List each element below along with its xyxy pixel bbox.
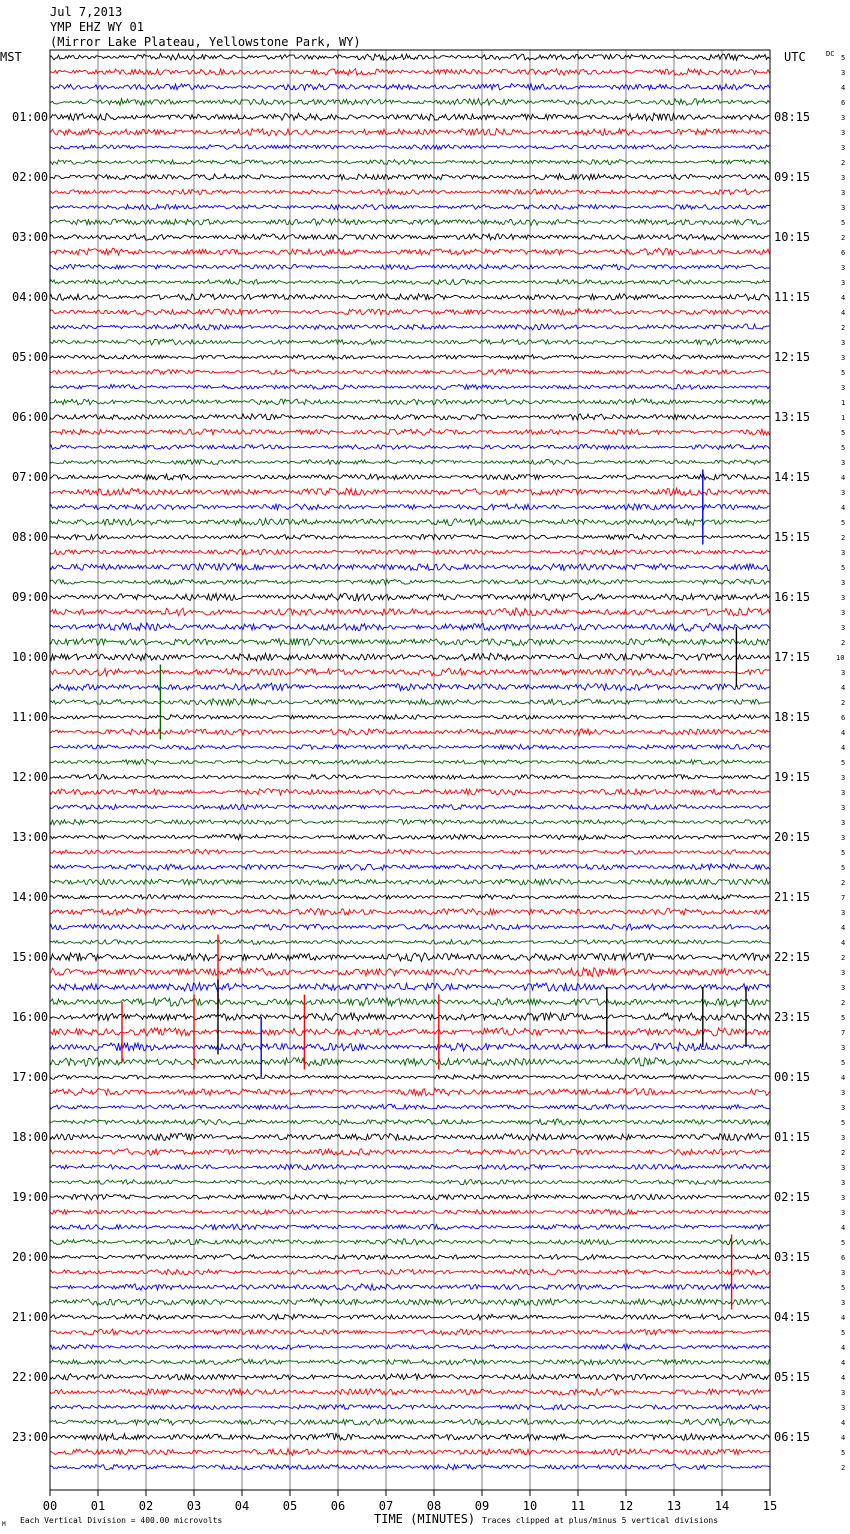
trace-row [50, 729, 770, 736]
left-hour-labels [12, 110, 48, 1444]
dc-offset-value: 4 [841, 1359, 846, 1367]
trace-row [50, 1133, 770, 1141]
trace-row [50, 1464, 770, 1470]
dc-offset-value: 3 [841, 579, 846, 587]
trace-row [50, 549, 770, 555]
dc-offset-value: 5 [841, 54, 846, 62]
right-hour-label: 21:15 [774, 890, 811, 904]
right-hour-label: 03:15 [774, 1250, 811, 1264]
left-hour-label: 06:00 [12, 410, 49, 424]
trace-row [50, 145, 770, 150]
trace-row [50, 1314, 770, 1320]
dc-offset-value: 1 [841, 414, 846, 422]
left-hour-label: 03:00 [12, 230, 49, 244]
dc-offset-value: 10 [836, 654, 845, 662]
trace-row [50, 623, 770, 631]
right-hour-label: 15:15 [774, 530, 811, 544]
trace-row [50, 1374, 770, 1380]
right-hour-label: 04:15 [774, 1310, 811, 1324]
right-hour-label: 11:15 [774, 290, 811, 304]
trace-row [50, 113, 770, 121]
trace-row [50, 99, 770, 106]
dc-offset-value: 2 [841, 954, 846, 962]
trace-row [50, 1449, 770, 1456]
dc-offset-value: 3 [841, 459, 846, 467]
trace-row [50, 1239, 770, 1245]
trace-row [50, 309, 770, 315]
trace-row [50, 129, 770, 136]
dc-offset-value: 3 [841, 1269, 846, 1277]
left-hour-label: 20:00 [12, 1250, 49, 1264]
trace-row [50, 1088, 770, 1095]
left-hour-label: 15:00 [12, 950, 49, 964]
dc-offset-value: 3 [841, 1179, 846, 1187]
trace-row [50, 369, 770, 374]
dc-offset-value: 3 [841, 1209, 846, 1217]
left-hour-label: 23:00 [12, 1430, 49, 1444]
dc-offset-value: 4 [841, 84, 846, 92]
x-tick-label: 05 [282, 1499, 298, 1513]
trace-row [50, 1194, 770, 1200]
trace-row [50, 879, 770, 885]
trace-row [50, 864, 770, 870]
left-hour-label: 05:00 [12, 350, 49, 364]
dc-offset-value: 7 [841, 894, 846, 902]
dc-offset-value: 5 [841, 1329, 846, 1337]
x-tick-label: 04 [234, 1499, 250, 1513]
dc-offset-value: 3 [841, 1389, 846, 1397]
dc-offset-value: 6 [841, 249, 846, 257]
trace-row [50, 1119, 770, 1125]
trace-row [50, 1405, 770, 1410]
x-tick-label: 12 [618, 1499, 634, 1513]
trace-row [50, 953, 770, 962]
clip-note: Traces clipped at plus/minus 5 vertical divisions [482, 1516, 719, 1525]
trace-row [50, 968, 770, 977]
dc-offset-value: 2 [841, 999, 846, 1007]
left-hour-label: 07:00 [12, 470, 49, 484]
right-hour-label: 12:15 [774, 350, 811, 364]
right-hour-label: 02:15 [774, 1190, 811, 1204]
trace-row [50, 1434, 770, 1441]
right-hour-labels [774, 110, 810, 1444]
dc-offset-value: 3 [841, 909, 846, 917]
trace-row [50, 264, 770, 270]
dc-offset-value: 3 [841, 189, 846, 197]
trace-row [50, 715, 770, 720]
dc-offset-value: 3 [841, 669, 846, 677]
dc-offset-value: 3 [841, 834, 846, 842]
dc-offset-value: 2 [841, 324, 846, 332]
dc-offset-value: 3 [841, 804, 846, 812]
left-hour-label: 08:00 [12, 530, 49, 544]
dc-offset-value: 3 [841, 354, 846, 362]
trace-row [50, 699, 770, 706]
trace-row [50, 849, 770, 854]
dc-offset-value: 2 [841, 534, 846, 542]
trace-row [50, 924, 770, 930]
dc-offset-value: 5 [841, 1284, 846, 1292]
dc-offset-value: 4 [841, 309, 846, 317]
dc-offset-value: 4 [841, 1374, 846, 1382]
right-hour-label: 09:15 [774, 170, 811, 184]
trace-row [50, 775, 770, 780]
dc-offset-value: 4 [841, 744, 846, 752]
left-hour-label: 19:00 [12, 1190, 49, 1204]
x-tick-label: 02 [138, 1499, 154, 1513]
dc-offset-value: 3 [841, 609, 846, 617]
right-hour-label: 13:15 [774, 410, 811, 424]
dc-offset-value: 3 [841, 204, 846, 212]
dc-offset-value: 5 [841, 519, 846, 527]
dc-offset-value: 4 [841, 1434, 846, 1442]
dc-offset-value: 5 [841, 759, 846, 767]
right-hour-label: 16:15 [774, 590, 811, 604]
dc-offset-value: 3 [841, 174, 846, 182]
right-hour-label: 20:15 [774, 830, 811, 844]
dc-offset-value: 3 [841, 1044, 846, 1052]
dc-offset-value: 3 [841, 1404, 846, 1412]
dc-offset-value: 7 [841, 1029, 846, 1037]
dc-label: DC [826, 50, 835, 58]
trace-row [50, 1058, 770, 1067]
trace-row [50, 160, 770, 165]
dc-offset-value: 5 [841, 864, 846, 872]
right-hour-label: 01:15 [774, 1130, 811, 1144]
dc-offset-value: 6 [841, 714, 846, 722]
right-hour-label: 23:15 [774, 1010, 811, 1024]
dc-offset-value: 3 [841, 549, 846, 557]
dc-offset-value: 4 [841, 474, 846, 482]
dc-offset-value: 5 [841, 564, 846, 572]
trace-row [50, 983, 770, 991]
trace-row [50, 294, 770, 301]
left-hour-label: 09:00 [12, 590, 49, 604]
trace-row [50, 895, 770, 900]
trace-row [50, 745, 770, 750]
left-hour-label: 14:00 [12, 890, 49, 904]
dc-offset-value: 3 [841, 774, 846, 782]
scale-note: Each Vertical Division = 400.00 microvolts [20, 1516, 223, 1525]
dc-offset-value: 3 [841, 984, 846, 992]
dc-offset-value: 4 [841, 1224, 846, 1232]
dc-offset-value: 3 [841, 1299, 846, 1307]
left-hour-label: 02:00 [12, 170, 49, 184]
trace-row [50, 355, 770, 360]
trace-row [50, 834, 770, 839]
dc-offset-value: 3 [841, 624, 846, 632]
dc-offset-value: 3 [841, 69, 846, 77]
right-hour-label: 10:15 [774, 230, 811, 244]
trace-row [50, 1149, 770, 1156]
corner-mark: M [2, 1521, 6, 1528]
dc-offset-value: 2 [841, 879, 846, 887]
left-hour-label: 21:00 [12, 1310, 49, 1324]
right-hour-label: 14:15 [774, 470, 811, 484]
dc-offset-value: 3 [841, 1134, 846, 1142]
trace-row [50, 519, 770, 526]
left-hour-label: 04:00 [12, 290, 49, 304]
dc-offset-value: 5 [841, 444, 846, 452]
dc-offset-value: 4 [841, 729, 846, 737]
left-hour-label: 13:00 [12, 830, 49, 844]
trace-row [50, 534, 770, 540]
x-axis-title: TIME (MINUTES) [374, 1512, 476, 1526]
trace-row [50, 324, 770, 330]
left-hour-label: 17:00 [12, 1070, 49, 1084]
trace-row [50, 668, 770, 676]
right-hour-label: 06:15 [774, 1430, 811, 1444]
trace-row [50, 339, 770, 345]
right-hour-label: 19:15 [774, 770, 811, 784]
dc-offset-value: 4 [841, 504, 846, 512]
trace-row [50, 1359, 770, 1365]
dc-offset-value: 4 [841, 1344, 846, 1352]
dc-offset-value: 1 [841, 399, 846, 407]
trace-row [50, 234, 770, 240]
left-hour-label: 01:00 [12, 110, 49, 124]
left-hour-label: 16:00 [12, 1010, 49, 1024]
dc-offset-value: 3 [841, 144, 846, 152]
trace-row [50, 819, 770, 825]
right-hour-label: 17:15 [774, 650, 811, 664]
dc-offset-value: 2 [841, 1464, 846, 1472]
trace-row [50, 1075, 770, 1080]
x-tick-label: 09 [474, 1499, 490, 1513]
seismic-traces [50, 54, 770, 1470]
left-hour-label: 12:00 [12, 770, 49, 784]
trace-row [50, 1329, 770, 1335]
trace-row [50, 1179, 770, 1184]
trace-row [50, 1028, 770, 1036]
trace-row [50, 653, 770, 661]
dc-offset-value: 4 [841, 1074, 846, 1082]
trace-row [50, 219, 770, 226]
trace-row [50, 414, 770, 420]
dc-offset-value: 2 [841, 639, 846, 647]
dc-offset-value: 4 [841, 294, 846, 302]
dc-offset-value: 2 [841, 699, 846, 707]
right-hour-label: 22:15 [774, 950, 811, 964]
trace-row [50, 504, 770, 510]
trace-row [50, 1344, 770, 1349]
trace-row [50, 940, 770, 945]
dc-offset-value: 3 [841, 114, 846, 122]
trace-row [50, 998, 770, 1007]
dc-offset-value: 3 [841, 1104, 846, 1112]
trace-row [50, 683, 770, 691]
x-tick-label: 07 [378, 1499, 394, 1513]
dc-offset-value: 3 [841, 264, 846, 272]
x-tick-label: 11 [570, 1499, 586, 1513]
dc-offset-value: 5 [841, 369, 846, 377]
trace-row [50, 445, 770, 450]
dc-offset-value: 5 [841, 429, 846, 437]
dc-offset-value: 3 [841, 129, 846, 137]
right-timezone-label: UTC [784, 50, 806, 64]
trace-row [50, 789, 770, 795]
x-tick-label: 01 [90, 1499, 106, 1513]
trace-row [50, 474, 770, 480]
trace-row [50, 760, 770, 765]
trace-row [50, 204, 770, 209]
dc-offset-value: 4 [841, 924, 846, 932]
trace-row [50, 593, 770, 600]
dc-offset-value: 2 [841, 234, 846, 242]
trace-row [50, 189, 770, 195]
right-hour-label: 00:15 [774, 1070, 811, 1084]
trace-row [50, 1043, 770, 1051]
dc-offset-value: 6 [841, 99, 846, 107]
trace-row [50, 1224, 770, 1230]
trace-row [50, 638, 770, 645]
dc-offset-value: 2 [841, 1149, 846, 1157]
x-axis-ticks [43, 1490, 777, 1513]
trace-row [50, 174, 770, 180]
dc-offset-value: 5 [841, 1449, 846, 1457]
right-hour-label: 08:15 [774, 110, 811, 124]
trace-row [50, 429, 770, 435]
dc-offset-value: 3 [841, 1194, 846, 1202]
dc-offset-value: 4 [841, 939, 846, 947]
dc-offset-value: 3 [841, 969, 846, 977]
chart-station: YMP EHZ WY 01 [50, 20, 144, 34]
dc-offset-value: 4 [841, 1419, 846, 1427]
dc-offset-value: 5 [841, 849, 846, 857]
dc-offset-value: 3 [841, 594, 846, 602]
trace-row [50, 1389, 770, 1396]
trace-row [50, 608, 770, 616]
trace-row [50, 1298, 770, 1305]
trace-row [50, 1254, 770, 1260]
trace-row [50, 399, 770, 405]
trace-row [50, 384, 770, 389]
trace-row [50, 1269, 770, 1275]
x-tick-label: 10 [522, 1499, 538, 1513]
right-hour-label: 05:15 [774, 1370, 811, 1384]
dc-offset-value: 5 [841, 1014, 846, 1022]
trace-row [50, 279, 770, 284]
left-hour-label: 22:00 [12, 1370, 49, 1384]
dc-offset-value: 3 [841, 819, 846, 827]
trace-row [50, 1209, 770, 1214]
x-tick-label: 08 [426, 1499, 442, 1513]
x-tick-label: 13 [666, 1499, 682, 1513]
right-hour-label: 18:15 [774, 710, 811, 724]
trace-row [50, 248, 770, 255]
dc-offset-value: 5 [841, 1119, 846, 1127]
left-hour-label: 18:00 [12, 1130, 49, 1144]
trace-row [50, 84, 770, 91]
trace-row [50, 488, 770, 495]
trace-row [50, 804, 770, 809]
dc-offset-value: 5 [841, 219, 846, 227]
dc-offset-value: 3 [841, 489, 846, 497]
dc-offset-value: 3 [841, 789, 846, 797]
left-hour-label: 11:00 [12, 710, 49, 724]
dc-offset-value: 2 [841, 159, 846, 167]
dc-offset-value: 3 [841, 1089, 846, 1097]
trace-row [50, 1419, 770, 1426]
chart-location: (Mirror Lake Plateau, Yellowstone Park, WY) [50, 35, 361, 49]
x-tick-label: 06 [330, 1499, 346, 1513]
trace-row [50, 54, 770, 61]
trace-row [50, 1104, 770, 1109]
dc-offset-value: 4 [841, 684, 846, 692]
left-hour-label: 10:00 [12, 650, 49, 664]
x-tick-label: 00 [42, 1499, 58, 1513]
dc-offset-value: 4 [841, 1314, 846, 1322]
x-tick-label: 14 [714, 1499, 730, 1513]
x-tick-label: 15 [762, 1499, 778, 1513]
trace-row [50, 1164, 770, 1170]
dc-offset-value: 5 [841, 1059, 846, 1067]
dc-offset-column [836, 54, 845, 1472]
trace-row [50, 1284, 770, 1290]
trace-row [50, 460, 770, 465]
trace-row [50, 69, 770, 76]
dc-offset-value: 5 [841, 1239, 846, 1247]
trace-row [50, 908, 770, 915]
dc-offset-value: 3 [841, 1164, 846, 1172]
dc-offset-value: 6 [841, 1254, 846, 1262]
left-timezone-label: MST [0, 50, 22, 64]
trace-row [50, 579, 770, 585]
chart-date: Jul 7,2013 [50, 5, 123, 19]
trace-row [50, 563, 770, 570]
dc-offset-value: 3 [841, 279, 846, 287]
dc-offset-value: 3 [841, 384, 846, 392]
dc-offset-value: 3 [841, 339, 846, 347]
x-tick-label: 03 [186, 1499, 202, 1513]
trace-row [50, 1013, 770, 1021]
